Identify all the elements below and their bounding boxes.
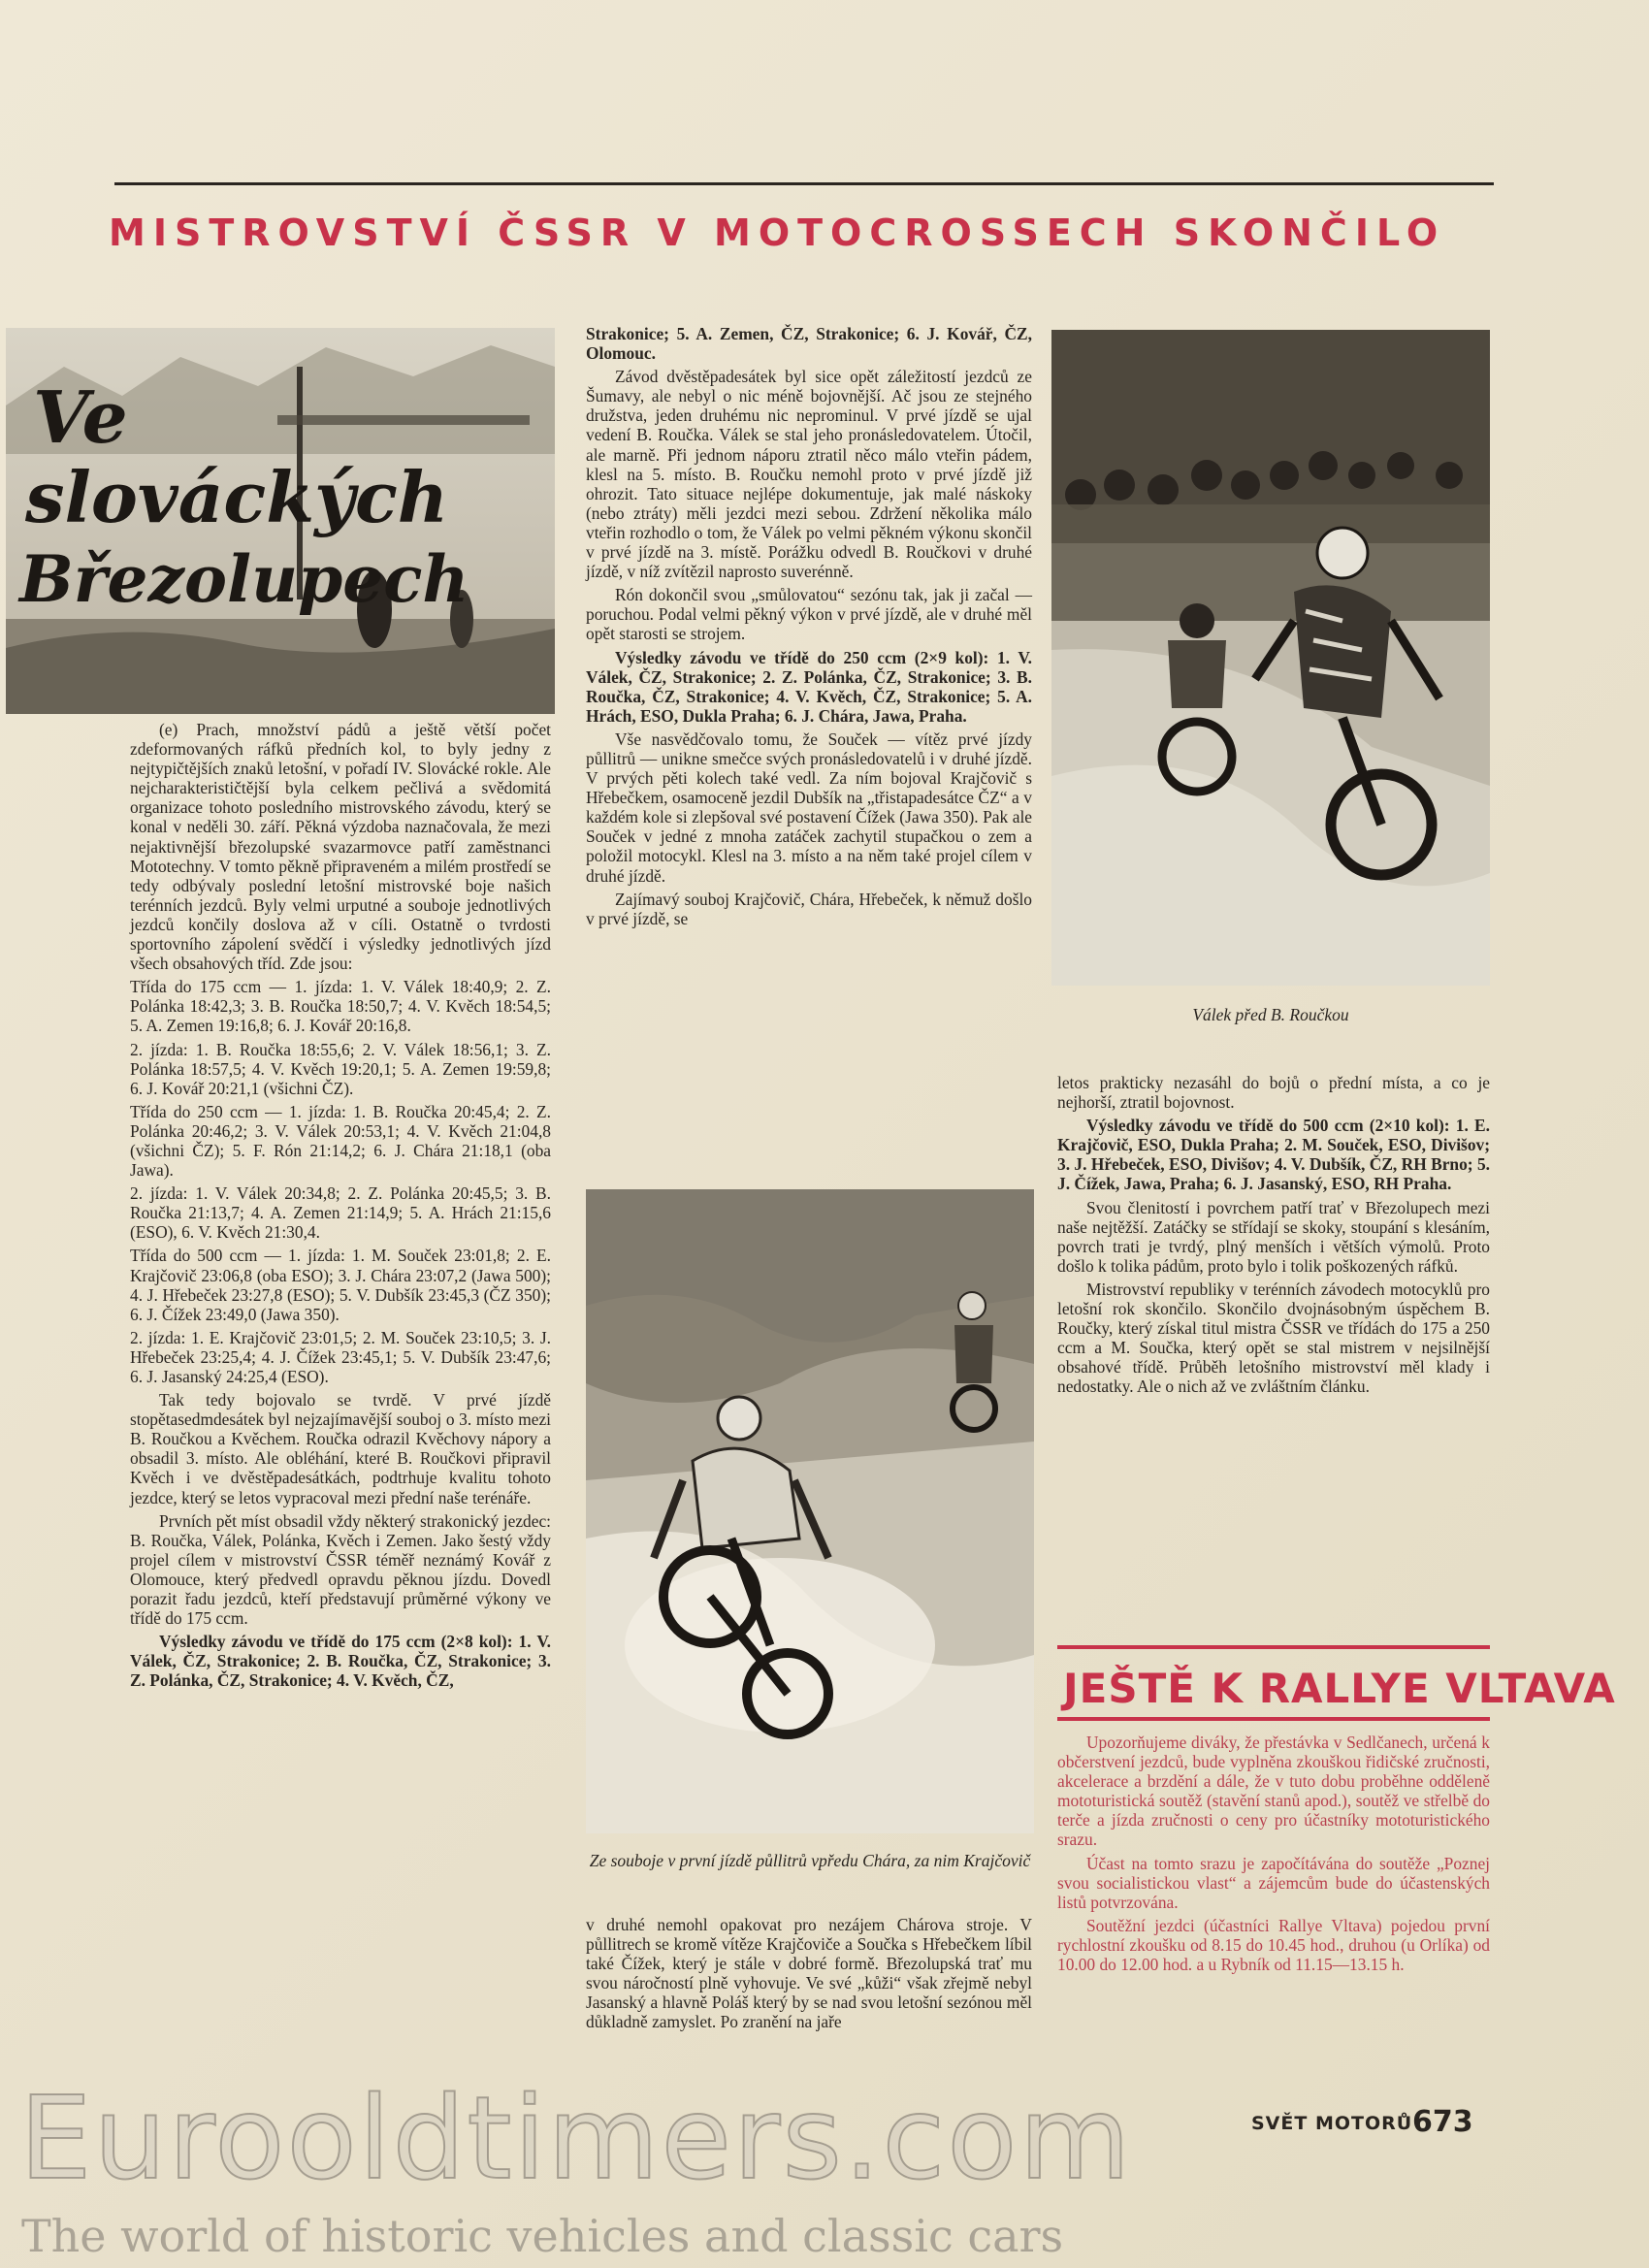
col3-results-500: Výsledky závodu ve třídě do 500 ccm (2×10 kol): 1. E. Krajčovič, ESO, Dukla Praha; 2. M. Souček, ESO, Divišov; 3. J. Hřebeček, ESO, Divišov; 4. V. Dubšík, ČZ, RH Brno; 5. J. Čížek, Jawa, Praha; 6. J. Jasanský, ESO, RH Praha. — [1057, 1116, 1490, 1194]
col2-paragraph-duel: Zajímavý souboj Krajčovič, Chára, Hřebeček, k němuž došlo v prvé jízdě, se — [586, 889, 1032, 928]
rally-title: JEŠTĚ K RALLYE VLTAVA — [1063, 1665, 1616, 1712]
magazine-name: SVĚT MOTORŮ — [1251, 2113, 1413, 2134]
watermark-tagline: The world of historic vehicles and classic cars — [21, 2210, 1064, 2262]
col3-paragraph-summary: Mistrovství republiky v terénních závodech motocyklů pro letošní rok skončilo. Skončilo dvojnásobným úspěchem B. Roučky, který získal titul mistra ČSSR ve třídách do 175 a 250 ccm a M. Součka, který opět se stal mistrem v nejsilnější obsahové třídě. Průběh letošního mistrovství měl klady i nedostatky. Ale o nich až ve zvláštním článku. — [1057, 1279, 1490, 1397]
col1-paragraph-fight: Tak tedy bojovalo se tvrdě. V prvé jízdě stopětasedmdesátek byl nejzajímavější souboj o 3. místo mezi B. Roučkou a Kvěchem. Roučka odrazil Kvěchovy nápory a obsadil 3. místo. Ale obléhání, které B. Roučkovi připravil Kvěch i ve dvěstěpadesátkách, podtrhuje kvalitu tohoto jezdce, který se letos vypracoval mezi přední naše terénáře. — [130, 1390, 551, 1507]
lead-photo — [6, 328, 555, 714]
lead-photo-title-2: slováckých — [25, 456, 449, 538]
photo-right — [1051, 330, 1490, 986]
col3-paragraph-track: Svou členitostí i povrchem patří trať v Březolupech mezi naše nejtěžší. Zatáčky se střídají se skoky, stoupání s klesáním, povrch trati je tvrdý, plný menších i větších výmolů. Proto došlo k tolika pádům, proto bylo i tolik poškozených ráfků. — [1057, 1197, 1490, 1276]
col1-result-175-2: 2. jízda: 1. B. Roučka 18:55,6; 2. V. Válek 18:56,1; 3. Z. Polánka 18:57,5; 4. V. Kvěch 19:20,1; 5. A. Zemen 19:59,8; 6. J. Kovář 20:21,1 (všichni ČZ). — [130, 1039, 551, 1098]
col1-result-500-2: 2. jízda: 1. E. Krajčovič 23:01,5; 2. M. Souček 23:10,5; 3. J. Hřebeček 23:25,4; 4. J. Čížek 23:45,1; 5. V. Dubšík 23:47,6; 6. J. Jasanský 24:25,4 (ESO). — [130, 1327, 551, 1386]
column-2-bottom — [586, 1915, 1032, 2036]
main-title: MISTROVSTVÍ ČSSR V MOTOCROSSECH SKONČILO — [109, 211, 1446, 254]
col1-result-500-1: Třída do 500 ccm — 1. jízda: 1. M. Souček 23:01,8; 2. E. Krajčovič 23:06,8 (oba ESO); 3. J. Chára 23:07,2 (Jawa 500); 4. J. Hřebeček 23:27,8 (ESO); 5. V. Dubšík 23:45,3 (ČZ 350); 6. J. Čížek 23:49,0 (Jawa 350). — [130, 1246, 551, 1324]
header-rule — [114, 182, 1494, 185]
col1-result-250-1: Třída do 250 ccm — 1. jízda: 1. B. Roučka 20:45,4; 2. Z. Polánka 20:46,2; 3. V. Válek 20:53,1; 4. V. Kvěch 21:04,8 (všichni ČZ); 5. F. Rón 21:14,2; 6. J. Chára 21:18,1 (oba Jawa). — [130, 1101, 551, 1181]
col1-results-175: Výsledky závodu ve třídě do 175 ccm (2×8 kol): 1. V. Válek, ČZ, Strakonice; 2. B. Roučka, ČZ, Strakonice; 3. Z. Polánka, ČZ, Strakonice; 4. V. Kvěch, ČZ, — [130, 1632, 551, 1691]
photo-middle — [586, 1189, 1034, 1833]
col2-paragraph-250: Závod dvěstěpadesátek byl sice opět záležitostí jezdců ze Šumavy, ale nebyl o nic méně bojovnější. Ač jsou ze stejného družstva, jeden druhému nic neprominul. V prvé jízdě se ujal vedení B. Roučka. Válek se stal jeho pronásledovatelem. Útočil, ale marně. Při jednom náporu ztratil něco málo vteřin pádem, klesl na 5. místo. B. Roučku nemohl proto v prvé jízdě již ohrozit. Tato situace nejlépe dokumentuje, jak malé náskoky (nebo ztráty) měli jezdci mezi sebou. Zdržení několika málo vteřin rozhodlo o tom, že Válek po velmi pěkném výkonu skončil v prvé jízdě na 3. místě. Porážku odvedl B. Roučkovi v druhé jízdě, v níž zvítězil naprosto suverénně. — [586, 367, 1032, 582]
rally-rule-top — [1057, 1645, 1490, 1649]
column-2-top — [586, 324, 1032, 932]
col2-paragraph-chara: v druhé nemohl opakovat pro nezájem Chárova stroje. V půllitrech se kromě vítěze Krajčoviče a Součka s Hřebečkem líbil také Čížek, který je stále v dobré formě. Březolupská trať mu svou náročností plně vyhovuje. Ve své „kůži“ však zřejmě nebyl Jasanský a hlavně Poláš který by se nad svou letošní sezónou měl důkladně zamyslet. Po zranění na jaře — [586, 1915, 1032, 2032]
photo-right-caption: Válek před B. Roučkou — [1192, 1005, 1349, 1024]
rally-paragraph-1: Upozorňujeme diváky, že přestávka v Sedlčanech, určená k občerstvení jezdců, bude vyplněna zkouškou řidičské zručnosti, akcelerace a brzdění a dále, že v tuto dobu proběhne odděleně mototuristická soutěž (stavění stanů apod.), soutěž ve střelbě do terče a jízda zručnosti o ceny pro účastníky mototuristického srazu. — [1057, 1733, 1490, 1850]
column-3 — [1057, 1073, 1490, 1401]
col1-result-175-1: Třída do 175 ccm — 1. jízda: 1. V. Válek 18:40,9; 2. Z. Polánka 18:42,3; 3. B. Roučka 18:50,7; 4. V. Kvěch 18:54,5; 5. A. Zemen 19:16,8; 6. J. Kovář 20:16,8. — [130, 977, 551, 1036]
column-1 — [130, 720, 551, 1695]
watermark-site: Eurooldtimers.com — [19, 2071, 1133, 2205]
rally-rule-bottom — [1057, 1717, 1490, 1721]
col2-paragraph-soucek: Vše nasvědčovalo tomu, že Souček — vítěz prvé jízdy půllitrů — unikne smečce svých pronásledovatelů i v druhé jízdě. V prvých pěti kolech také vedl. Za ním bojoval Krajčovič s Hřebečkem, osamoceně jezdil Dubšík na „třistapadesátce ČZ“ a v každém kole si zlepšoval své postavení Čížek (Jawa 350). Pak ale Souček v jedné z mnoha zatáček zachytil stupačkou o zem a položil motocykl. Klesl na 3. místo a na něm také projel cílem v druhé jízdě. — [586, 729, 1032, 886]
lead-photo-title-3: Březolupech — [19, 541, 469, 617]
col1-result-250-2: 2. jízda: 1. V. Válek 20:34,8; 2. Z. Polánka 20:45,5; 3. B. Roučka 21:13,7; 4. A. Zemen 21:14,9; 5. A. Hrách 21:15,6 (ESO), 6. V. Kvěch 21:30,4. — [130, 1183, 551, 1243]
lead-photo-title-1: Ve — [33, 376, 128, 460]
page-number: 673 — [1412, 2105, 1473, 2139]
rally-text — [1057, 1733, 1490, 1978]
col2-results-250: Výsledky závodu ve třídě do 250 ccm (2×9 kol): 1. V. Válek, ČZ, Strakonice; 2. Z. Polánka, ČZ, Strakonice; 3. B. Roučka, ČZ, Strakonice; 4. V. Kvěch, ČZ, Strakonice; 5. A. Hrách, ESO, Dukla Praha; 6. J. Chára, Jawa, Praha. — [586, 647, 1032, 726]
rally-paragraph-3: Soutěžní jezdci (účastníci Rallye Vltava) pojedou první rychlostní zkoušku od 8.15 do 10.45 hod., druhou (u Orlíka) od 10.00 do 12.00 hod. a u Rybník od 11.15—13.15 h. — [1057, 1915, 1490, 1975]
rally-paragraph-2: Účast na tomto srazu je započítávána do soutěže „Poznej svou socialistickou vlast“ a zájemcům bude do účastenských listů potvrzována. — [1057, 1853, 1490, 1912]
col2-continued: Strakonice; 5. A. Zemen, ČZ, Strakonice; 6. J. Kovář, ČZ, Olomouc. — [586, 324, 1032, 364]
col1-intro: (e) Prach, množství pádů a ještě větší počet zdeformovaných ráfků předních kol, to byly jedny z nejtypičtějších znaků letošní, v pořadí IV. Slovácké rokle. Ale nejcharakterističtější byla celkem pečlivá a svědomitá organizace tohoto posledního mistrovského závodu, který se konal v neděli 30. září. Pěkná výzdoba naznačovala, že mezi nejaktivnější březolupské svazarmovce patří zaměstnanci Mototechny. V tomto pěkně připraveném a milém prostředí se tedy odbývaly poslední letošní mistrovské boje našich terénních jezdců. Byly velmi urputné a souboje jednotlivých jezdců končily doslova až v cíli. Ostatně o tvrdosti sportovního zápolení svědčí i výsledky jednotlivých jízd všech obsahových tříd. Zde jsou: — [130, 720, 551, 974]
col2-paragraph-ron: Rón dokončil svou „smůlovatou“ sezónu tak, jak ji začal — poruchou. Podal velmi pěkný výkon v prvé jízdě, ale v druhé měl opět starosti se strojem. — [586, 585, 1032, 644]
photo-middle-caption: Ze souboje v první jízdě půllitrů vpředu Chára, za nim Krajčovič — [589, 1851, 1031, 1870]
col1-paragraph-riders: Prvních pět míst obsadil vždy některý strakonický jezdec: B. Roučka, Válek, Polánka, Kvěch i Zemen. Jako šestý vždy projel cílem v mistrovství ČSSR téměř neznámý Kovář z Olomouce, který předvedl opravdu pěknou jízdu. Dovedl porazit řadu jezdců, kteří představují průměrné výkony ve třídě do 175 ccm. — [130, 1510, 551, 1629]
col3-continued: letos prakticky nezasáhl do bojů o přední místa, a co je nejhorší, ztratil bojovnost. — [1057, 1073, 1490, 1113]
